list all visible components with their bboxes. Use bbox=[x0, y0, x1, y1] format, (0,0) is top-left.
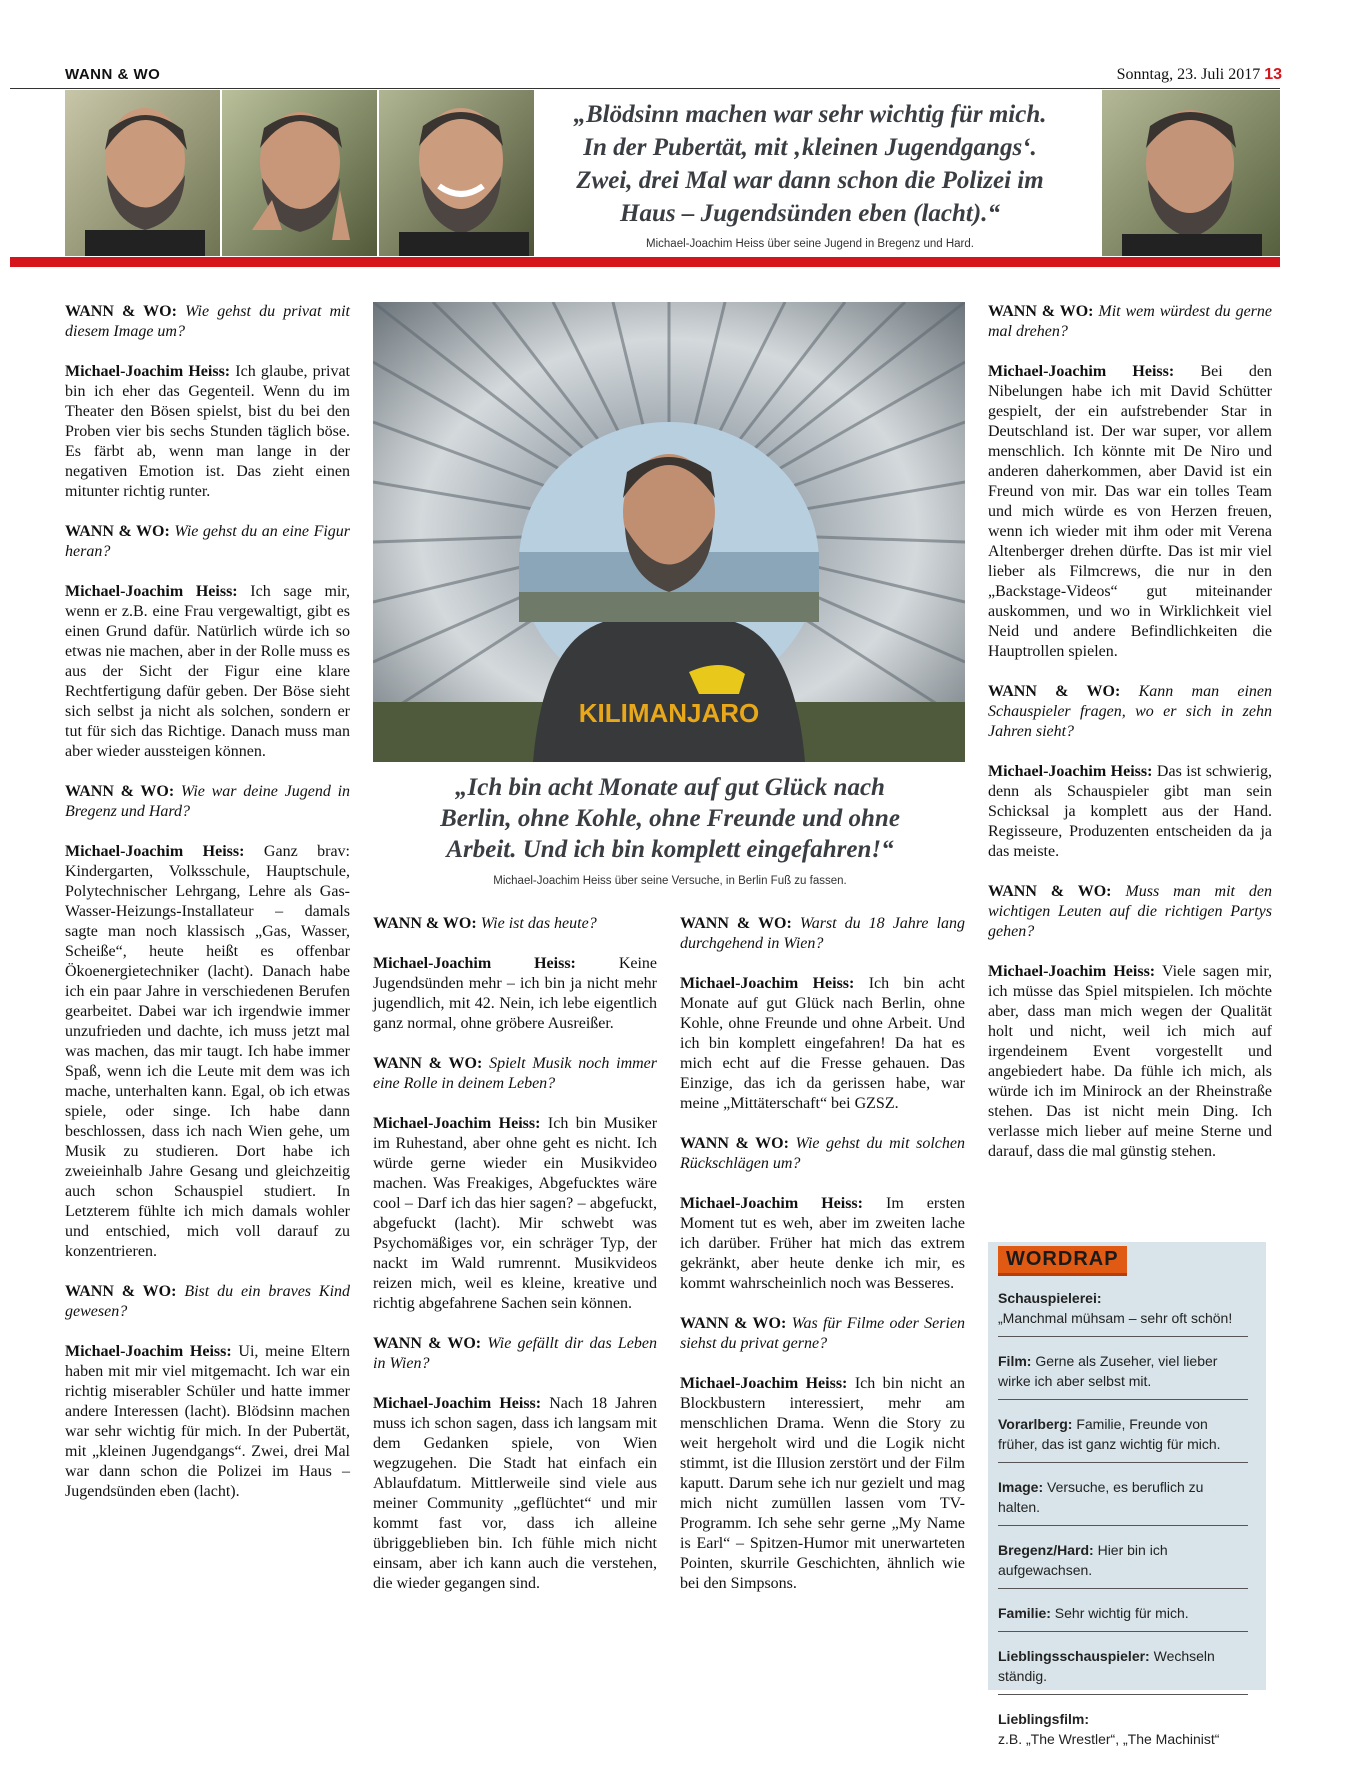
page-number: 13 bbox=[1264, 66, 1282, 83]
paragraph-text: Ich sage mir, wenn er z.B. eine Frau vergewaltigt, gibt es einen Grund dafür. Natürlich würde ich so etwas nie machen, aber in der Rolle muss es aus der Sicht der Figur eine klare Rechtfertigung dafür geben. Der Böse sieht sich selbst ja nicht als solchen, sondern er tut für sich das Richtige. Danach muss man aber wieder aussteigen können. bbox=[65, 583, 351, 760]
paragraph-text: Keine Jugendsünden mehr – ich bin ja nicht mehr jugendlich, mit 42. Nein, ich lebe eigentlich ganz normal, ohne gröbere Ausreißer. bbox=[373, 955, 658, 1032]
wordrap-item bbox=[998, 1410, 1248, 1463]
red-divider-bar bbox=[10, 257, 1280, 267]
speaker-label: WANN & WO: bbox=[988, 303, 1094, 320]
shirt-print: KILIMANJARO bbox=[578, 698, 760, 728]
interview-answer bbox=[988, 362, 1272, 662]
paragraph-text: Im ersten Moment tut es weh, aber im zweiten lache ich darüber. Früher hat mich das extrem gekränkt, aber heute denke ich mir, es kommt wahrscheinlich noch was Besseres. bbox=[680, 1195, 965, 1292]
wordrap-label: Familie: bbox=[998, 1605, 1051, 1621]
top-quote-line: Haus – Jugendsünden eben (lacht).“ bbox=[620, 200, 1000, 227]
paragraph-text: Wie gehst du privat mit diesem Image um? bbox=[65, 303, 350, 340]
speaker-label: Michael-Joachim Heiss: bbox=[373, 1395, 542, 1412]
interview-answer bbox=[373, 954, 657, 1034]
wordrap-label: Film: bbox=[998, 1353, 1032, 1369]
speaker-label: WANN & WO: bbox=[680, 915, 792, 932]
paragraph-text: Mit wem würdest du gerne mal drehen? bbox=[988, 303, 1272, 340]
wordrap-item bbox=[998, 1284, 1248, 1337]
article-column-2 bbox=[373, 914, 657, 1614]
speaker-label: Michael-Joachim Heiss: bbox=[988, 763, 1153, 780]
wordrap-item bbox=[998, 1347, 1248, 1400]
paragraph-text: Warst du 18 Jahre lang durchgehend in Wien? bbox=[680, 915, 966, 952]
paragraph-text: Ich glaube, privat bin ich eher das Gegenteil. Wenn du im Theater den Bösen spielst, bist du bei den Proben vier bis sechs Stunden täglich böse. Es färbt ab, wenn man lange in der negativen Emotion ist. Das zieht einen mitunter richtig runter. bbox=[65, 363, 350, 500]
speaker-label: WANN & WO: bbox=[988, 883, 1112, 900]
top-quote-credit: Michael-Joachim Heiss über seine Jugend in Bregenz und Hard. bbox=[646, 238, 974, 250]
wordrap-label: Vorarlberg: bbox=[998, 1416, 1073, 1432]
wordrap-item bbox=[998, 1536, 1248, 1589]
section-title: WANN & WO bbox=[65, 66, 161, 83]
wordrap-label: Lieblingsfilm: bbox=[998, 1711, 1089, 1727]
interview-answer bbox=[373, 1394, 657, 1594]
paragraph-text: Wie gehst du an eine Figur heran? bbox=[65, 523, 351, 560]
interview-question bbox=[680, 1314, 965, 1354]
speaker-label: Michael-Joachim Heiss: bbox=[65, 363, 231, 380]
paragraph-text: Muss man mit den wichtigen Leuten auf die richtigen Partys gehen? bbox=[988, 883, 1273, 940]
middle-quote-credit: Michael-Joachim Heiss über seine Versuche, in Berlin Fuß zu fassen. bbox=[493, 875, 847, 887]
wordrap-item bbox=[998, 1473, 1248, 1526]
interview-answer bbox=[65, 842, 350, 1262]
middle-quote-line: Arbeit. Und ich bin komplett eingefahren!“ bbox=[446, 836, 894, 863]
wordrap-list bbox=[998, 1284, 1248, 1767]
article-column-1 bbox=[65, 302, 350, 1522]
wordrap-text: Sehr wichtig für mich. bbox=[1054, 1605, 1189, 1621]
interview-question bbox=[680, 914, 965, 954]
interview-question bbox=[65, 522, 350, 562]
speaker-label: WANN & WO: bbox=[65, 303, 177, 320]
interview-answer bbox=[680, 1374, 965, 1594]
interview-question bbox=[65, 782, 350, 822]
speaker-label: Michael-Joachim Heiss: bbox=[373, 1115, 541, 1132]
speaker-label: Michael-Joachim Heiss: bbox=[680, 1375, 848, 1392]
top-pull-quote-text bbox=[540, 98, 1080, 230]
paragraph-text: Ich bin Musiker im Ruhestand, aber ohne geht es nicht. Ich würde gerne wieder ein Musikvideo machen. Was Freakiges, Abgefucktes wäre cool – Darf ich das hier sagen? – abgefuckt, abgefuckt (lacht). Mir schwebt was Psychomäßiges vor, ein schräger Typ, der nackt im Wald rumrennt. Musikvideos reizen mich, weil es kleine, kreative und richtig abgefahrene Sachen sein können. bbox=[373, 1115, 658, 1312]
wordrap-item bbox=[998, 1599, 1248, 1632]
wordrap-text: Versuche, es beruflich zu halten. bbox=[998, 1479, 1204, 1515]
speaker-label: WANN & WO: bbox=[988, 683, 1121, 700]
interview-answer bbox=[373, 1114, 657, 1314]
wordrap-text: Gerne als Zuseher, viel lieber wirke ich aber selbst mit. bbox=[998, 1353, 1218, 1389]
speaker-label: Michael-Joachim Heiss: bbox=[988, 363, 1175, 380]
wordrap-item bbox=[998, 1705, 1248, 1757]
portrait-photo-2 bbox=[222, 90, 377, 256]
portrait-photo-4 bbox=[1102, 90, 1280, 256]
top-quote-line: In der Pubertät, mit ‚kleinen Jugendgangs‘. bbox=[583, 134, 1037, 161]
paragraph-text: Wie war deine Jugend in Bregenz und Hard? bbox=[65, 783, 351, 820]
speaker-label: Michael-Joachim Heiss: bbox=[65, 1343, 232, 1360]
top-quote-line: Zwei, drei Mal war dann schon die Polizei im bbox=[576, 167, 1044, 194]
article-column-3 bbox=[680, 914, 965, 1614]
portrait-photo-3 bbox=[379, 90, 534, 256]
paragraph-text: Ich bin nicht an Blockbustern interessiert, mehr am menschlichen Drama. Wenn die Story zu weit hergeholt wird und die Logik nicht stimmt, ist die Illusion zerstört und der Film kaputt. Darum sehe ich nur gezielt und mag mich nicht zumüllen lassen vom TV-Programm. Ich sehe sehr gerne „My Name is Earl“ – Spitzen-Humor mit unerwarteten Pointen, skurrile Geschichten, ähnlich wie bei den Simpsons. bbox=[680, 1375, 966, 1592]
wordrap-label: Schauspielerei: bbox=[998, 1290, 1102, 1306]
paragraph-text: Spielt Musik noch immer eine Rolle in deinem Leben? bbox=[373, 1055, 658, 1092]
paragraph-text: Bei den Nibelungen habe ich mit David Schütter gespielt, der ein aufstrebender Star in Deutschland ist. Der war super, vor allem menschlich. Ich könnte mit De Niro und anderen daherkommen, aber David ist ein Freund von mir. Das war ein tolles Team und mich würde es von Herzen freuen, wenn ich wieder mit ihm oder mit Verena Altenberger drehen dürfte. Das ist mir viel lieber als Filmcrews, die nur in den „Backstage-Videos“ gut miteinander auskommen, und wo in Wirklichkeit viel Neid und andere Befindlichkeiten die Hauptrollen spielen. bbox=[988, 363, 1272, 660]
paragraph-text: Was für Filme oder Serien siehst du privat gerne? bbox=[680, 1315, 966, 1352]
wordrap-title: WORDRAP bbox=[998, 1246, 1127, 1276]
speaker-label: Michael-Joachim Heiss: bbox=[65, 843, 245, 860]
speaker-label: Michael-Joachim Heiss: bbox=[988, 963, 1156, 980]
speaker-label: WANN & WO: bbox=[65, 523, 170, 540]
paragraph-text: Das ist schwierig, denn als Schauspieler gibt man sein Schicksal ja komplett aus der Hand. Regisseure, Produzenten entscheiden da ja das meiste. bbox=[988, 763, 1273, 860]
speaker-label: Michael-Joachim Heiss: bbox=[373, 955, 576, 972]
speaker-label: Michael-Joachim Heiss: bbox=[65, 583, 238, 600]
wordrap-text: Wechseln ständig. bbox=[998, 1648, 1215, 1684]
interview-question bbox=[988, 682, 1272, 742]
article-column-4 bbox=[988, 302, 1272, 1182]
interview-question bbox=[373, 914, 657, 934]
date: Sonntag, 23. Juli 2017 bbox=[1116, 66, 1261, 83]
paragraph-text: Bist du ein braves Kind gewesen? bbox=[65, 1283, 351, 1320]
interview-question bbox=[65, 1282, 350, 1322]
top-pull-quote bbox=[540, 98, 1080, 250]
speaker-label: WANN & WO: bbox=[680, 1135, 789, 1152]
wordrap-text: „Manchmal mühsam – sehr oft schön! bbox=[998, 1310, 1233, 1326]
speaker-label: WANN & WO: bbox=[65, 783, 175, 800]
speaker-label: WANN & WO: bbox=[65, 1283, 177, 1300]
top-quote-line: „Blödsinn machen war sehr wichtig für mich. bbox=[573, 101, 1047, 128]
speaker-label: WANN & WO: bbox=[680, 1315, 787, 1332]
speaker-label: WANN & WO: bbox=[373, 915, 477, 932]
interview-question bbox=[988, 302, 1272, 342]
middle-quote-line: „Ich bin acht Monate auf gut Glück nach bbox=[455, 774, 885, 801]
interview-answer bbox=[65, 362, 350, 502]
main-photo bbox=[373, 302, 965, 762]
paragraph-text: Nach 18 Jahren muss ich schon sagen, dass ich langsam mit dem Gedanken spiele, von Wien wegzugehen. Die Stadt hat einfach ein Ablaufdatum. Mittlerweile sind viele aus meiner Community „geflüchtet“ und mir kommt fast vor, dass ich alleine übriggeblieben bin. Ich fühle mich nicht einsam, aber ich kann auch die verstehen, die wieder gegangen sind. bbox=[373, 1395, 658, 1592]
middle-pull-quote-text bbox=[380, 772, 960, 865]
paragraph-text: Wie gehst du mit solchen Rückschlägen um? bbox=[680, 1135, 966, 1172]
interview-answer bbox=[680, 1194, 965, 1294]
interview-answer bbox=[988, 762, 1272, 862]
middle-pull-quote bbox=[380, 772, 960, 887]
wordrap-box bbox=[988, 1242, 1266, 1747]
wordrap-label: Bregenz/Hard: bbox=[998, 1542, 1094, 1558]
speaker-label: WANN & WO: bbox=[373, 1335, 482, 1352]
paragraph-text: Kann man einen Schauspieler fragen, wo er sich in zehn Jahren sieht? bbox=[988, 683, 1273, 740]
wordrap-text: Familie, Freunde von früher, das ist ganz wichtig für mich. bbox=[998, 1416, 1221, 1452]
paragraph-text: Wie ist das heute? bbox=[480, 915, 597, 932]
speaker-label: WANN & WO: bbox=[373, 1055, 483, 1072]
interview-question bbox=[680, 1134, 965, 1174]
dateline bbox=[1117, 66, 1282, 84]
paragraph-text: Ganz brav: Kindergarten, Volksschule, Hauptschule, Polytechnischer Lehrgang, Lehre als Gas-Wasser-Heizungs-Installateur – damals sagte man noch klassisch „Gas, Wasser, Scheiße“, heute heißt es offenbar Ökoenergietechniker (lacht). Danach habe ich ein paar Jahre in verschiedenen Berufen gearbeitet. Dabei war ich irgendwie immer unzufrieden und dachte, ich muss jetzt mal was machen, das mir taugt. Ich habe immer Spaß, wenn ich die Leute mit dem was ich mache, unterhalten kann. Egal, ob ich etwas spiele, oder singe. Ich habe dann beschlossen, dass ich nach Wien gehe, um Musik zu studieren. Dort habe ich zweieinhalb Jahre Gesang und gleichzeitig auch schon Schauspiel studiert. In Letzterem fühlte ich mich damals wohler und entschied, mich voll darauf zu konzentrieren. bbox=[65, 843, 351, 1260]
interview-question bbox=[988, 882, 1272, 942]
interview-question bbox=[373, 1054, 657, 1094]
paragraph-text: Ui, meine Eltern haben mit mir viel mitgemacht. Ich war ein richtig miserabler Schüler und hatte immer andere Interessen (lacht). Blödsinn machen war sehr wichtig für mich. In der Pubertät, mit „kleinen Jugendgangs“. Zwei, drei Mal war dann schon die Polizei im Haus – Jugendsünden eben (lacht). bbox=[65, 1343, 351, 1500]
portrait-photo-1 bbox=[65, 90, 220, 256]
paragraph-text: Wie gefällt dir das Leben in Wien? bbox=[373, 1335, 657, 1372]
interview-answer bbox=[988, 962, 1272, 1162]
interview-question bbox=[373, 1334, 657, 1374]
paragraph-text: Viele sagen mir, ich müsse das Spiel mitspielen. Ich möchte aber, dass man mich wegen der Qualität holt und nicht, weil ich mich auf irgendeinem Event vorgestellt und angebiedert habe. Da fühle ich mich, als würde ich im Minirock an der Rheinstraße stehen. Das ist nicht mein Ding. Ich verlasse mich lieber auf meine Sterne und darauf, dass die mal günstig stehen. bbox=[988, 963, 1272, 1160]
wordrap-label: Lieblingsschauspieler: bbox=[998, 1648, 1150, 1664]
wordrap-label: Image: bbox=[998, 1479, 1044, 1495]
middle-quote-line: Berlin, ohne Kohle, ohne Freunde und ohne bbox=[440, 805, 900, 832]
wordrap-text: Hier bin ich aufgewachsen. bbox=[998, 1542, 1168, 1578]
speaker-label: Michael-Joachim Heiss: bbox=[680, 1195, 863, 1212]
interview-question bbox=[65, 302, 350, 342]
header-rule bbox=[10, 88, 1280, 89]
paragraph-text: Ich bin acht Monate auf gut Glück nach Berlin, ohne Kohle, ohne Freunde und ohne Arbeit. Und ich bin komplett eingefahren! Da hat es mich echt auf die Fresse gehauen. Das Einzige, das ich da gerissen habe, war meine „Mittäterschaft“ bei GZSZ. bbox=[680, 975, 965, 1112]
speaker-label: Michael-Joachim Heiss: bbox=[680, 975, 855, 992]
interview-answer bbox=[680, 974, 965, 1114]
wordrap-text: z.B. „The Wrestler“, „The Machinist“ bbox=[998, 1731, 1220, 1747]
interview-answer bbox=[65, 1342, 350, 1502]
wordrap-item bbox=[998, 1642, 1248, 1695]
interview-answer bbox=[65, 582, 350, 762]
